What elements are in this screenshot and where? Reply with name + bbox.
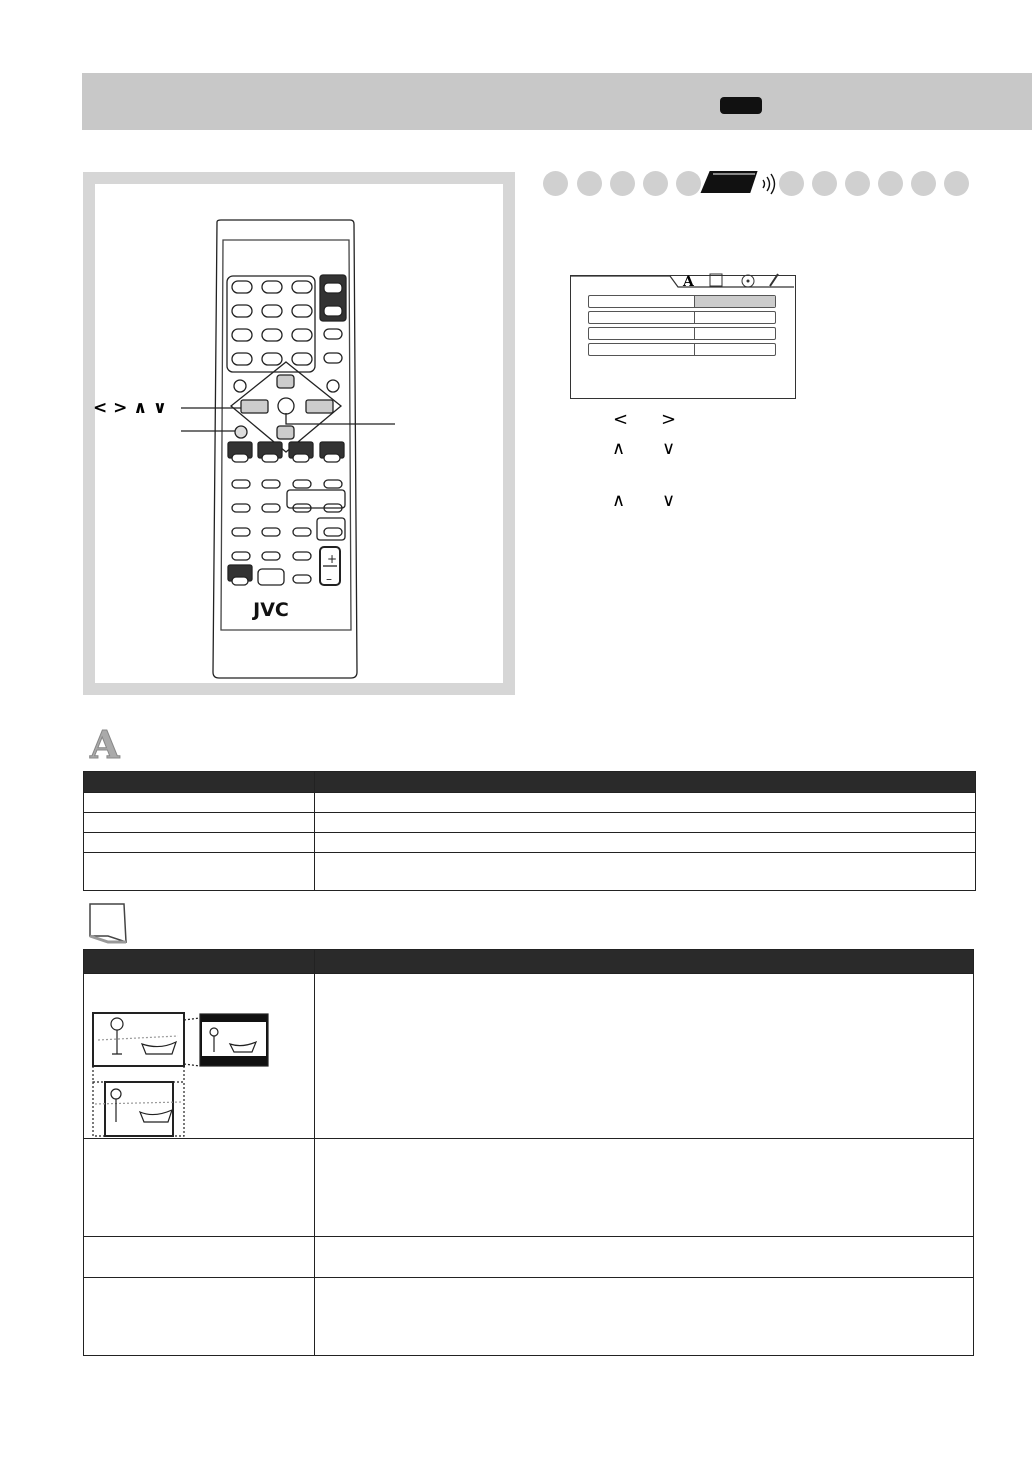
left-arrow-glyph: < [613,409,629,430]
language-tab-icon: A [683,274,694,290]
setup-key [235,426,247,438]
number-keys [232,281,312,365]
left-key [241,400,268,413]
enter-key [278,398,294,414]
step-dot [812,171,837,196]
header-band [82,73,1032,130]
up-arrow-glyph: ∧ [612,438,626,459]
down-arrow-glyph: ∨ [662,438,676,459]
step-dot [610,171,635,196]
step-dot [845,171,870,196]
up-arrow-glyph: ∧ [612,490,626,511]
remote-signal-icon [697,166,783,200]
plus-sign: + [327,552,338,566]
table-header-cell [84,950,315,974]
step-dot [878,171,903,196]
aspect-ratio-illustration [90,1010,275,1140]
language-menu-icon [86,722,130,762]
step-dot [911,171,936,196]
menu-item [588,295,776,308]
dvd-badge [720,97,762,114]
table-row [84,833,976,853]
menu-item [588,311,776,324]
table-header-cell [315,950,974,974]
menu-item [588,327,776,340]
keypad-frame [227,276,315,372]
step-dot [643,171,668,196]
table-row [84,1139,974,1237]
table-row [84,793,976,813]
down-key [277,426,294,439]
language-table [83,771,976,891]
menu-item [588,343,776,356]
step-dot [543,171,568,196]
table-row [84,813,976,833]
down-arrow-glyph: ∨ [662,490,676,511]
picture-menu-icon [86,902,132,946]
table-row [84,1237,974,1278]
step-dot [577,171,602,196]
step-dot [944,171,969,196]
right-key [306,400,333,413]
table-row [84,853,976,891]
brand-logo: JVC [253,599,289,621]
remote-illustration [95,184,503,683]
svg-text:A: A [90,722,120,762]
table-header-cell [84,772,315,793]
setup-menu-tabs [570,270,796,296]
right-arrow-glyph: > [661,409,677,430]
minus-sign: – [326,572,332,586]
arrow-keys-label: < > ∧ ∨ [93,398,167,418]
table-header-cell [315,772,976,793]
table-row [84,1278,974,1356]
up-key [277,375,294,388]
